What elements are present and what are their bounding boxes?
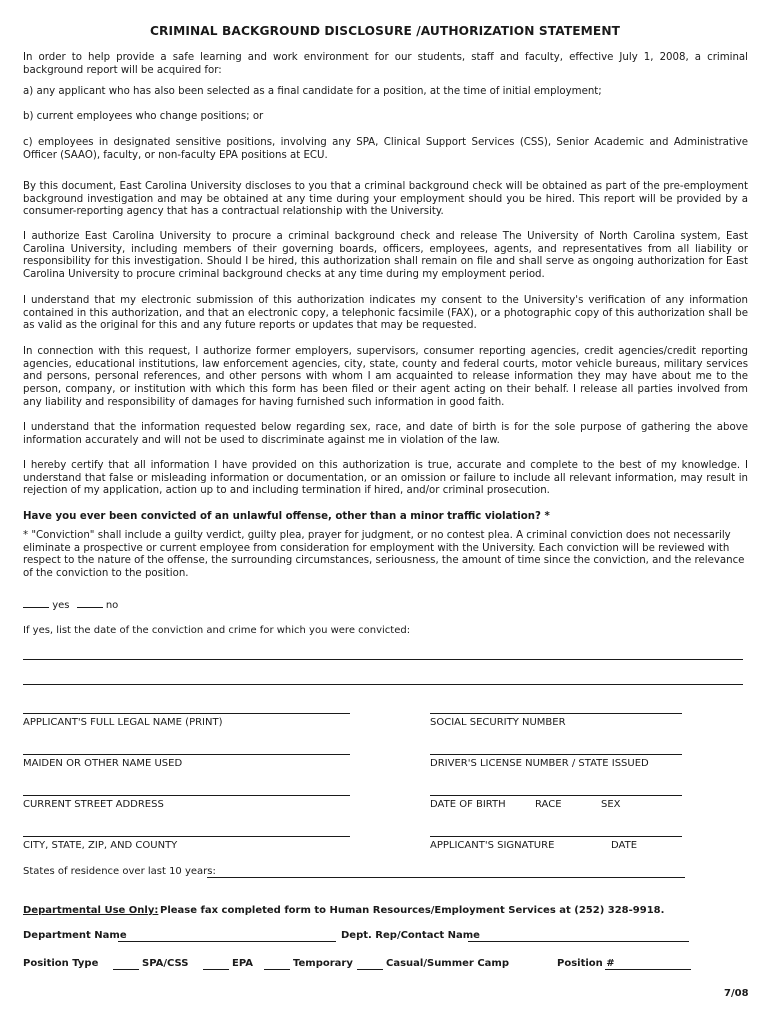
dob-race-sex-line[interactable] <box>430 795 682 796</box>
conviction-line-1[interactable] <box>23 659 743 660</box>
temporary-label: Temporary <box>293 958 353 969</box>
dept-rep-line[interactable] <box>468 941 689 942</box>
spa-css-label: SPA/CSS <box>142 958 189 969</box>
authorization-paragraph: I authorize East Carolina University to procure a criminal background check and release The University of North Carolina system, East Carolina University, including members of their governing boards, officers, employees, agents, and representatives from all liability or responsibility for this investigation. Should I be hired, this authorization shall remain on file and shall serve as ongoing authorization for East Carolina University to procure criminal background checks at any time during my employment period. <box>23 231 748 281</box>
epa-label: EPA <box>232 958 253 969</box>
street-address-line[interactable] <box>23 795 350 796</box>
maiden-name-line[interactable] <box>23 754 350 755</box>
revision-date: 7/08 <box>724 988 749 999</box>
no-blank[interactable] <box>77 598 103 608</box>
temporary-blank[interactable] <box>264 969 290 970</box>
yes-blank[interactable] <box>23 598 49 608</box>
yes-no-row <box>23 598 118 611</box>
maiden-name-label: MAIDEN OR OTHER NAME USED <box>23 758 183 769</box>
full-name-label: APPLICANT'S FULL LEGAL NAME (PRINT) <box>23 717 223 728</box>
states-residence-line[interactable] <box>207 877 685 878</box>
position-number-label: Position # <box>557 958 615 969</box>
conviction-line-2[interactable] <box>23 684 743 685</box>
race-label: RACE <box>535 799 562 810</box>
signature-line[interactable] <box>430 836 682 837</box>
position-number-line[interactable] <box>605 969 691 970</box>
item-a: a) any applicant who has also been selected as a final candidate for a position, at the time of initial employment; <box>23 86 602 97</box>
ssn-label: SOCIAL SECURITY NUMBER <box>430 717 566 728</box>
department-name-line[interactable] <box>118 941 336 942</box>
position-type-label: Position Type <box>23 958 99 969</box>
item-b: b) current employees who change positions; or <box>23 111 264 122</box>
yes-label: yes <box>52 600 70 611</box>
date-label: DATE <box>611 840 638 851</box>
item-c: c) employees in designated sensitive positions, involving any SPA, Clinical Support Services (CSS), Senior Academic and Administrative Officer (SAAO), faculty, or non-faculty EPA positions at ECU. <box>23 137 748 161</box>
certification-paragraph: I hereby certify that all information I have provided on this authorization is true, accurate and complete to the best of my knowledge. I understand that false or misleading information or documentation, or an omission or failure to include all relevant information, may result in rejection of my application, action up to and including termination if hired, and/or criminal prosecution. <box>23 460 748 497</box>
street-address-label: CURRENT STREET ADDRESS <box>23 799 164 810</box>
dept-rep-label: Dept. Rep/Contact Name <box>341 930 480 941</box>
release-paragraph: In connection with this request, I authorize former employers, supervisors, consumer reporting agencies, credit agencies/credit reporting agencies, educational institutions, law enforcement agencies, city, state, county and federal courts, motor vehicle bureaus, military services and persons, personal references, and other persons with whom I am acquainted to release information they may have about me to the person, company, or institution with which this form has been filed or their agent acting on their behalf. I release all parties involved from any liability and responsibility of damages for having furnished such information in good faith. <box>23 346 748 408</box>
dob-label: DATE OF BIRTH <box>430 799 506 810</box>
full-name-line[interactable] <box>23 713 350 714</box>
drivers-license-line[interactable] <box>430 754 682 755</box>
disclosure-paragraph: By this document, East Carolina University discloses to you that a criminal background check will be obtained as part of the pre-employment background investigation and may be obtained at any time during your employment should you be hired. This report will be provided by a consumer-reporting agency that has a contractual relationship with the University. <box>23 181 748 218</box>
electronic-consent-paragraph: I understand that my electronic submission of this authorization indicates my consent to the University's verification of any information contained in this authorization, and that an electronic copy, a telephonic facsimile (FAX), or a photographic copy of this authorization shall be as valid as the original for this and any future reports or updates that may be requested. <box>23 295 748 332</box>
casual-summer-camp-label: Casual/Summer Camp <box>386 958 510 969</box>
casual-blank[interactable] <box>357 969 383 970</box>
conviction-question: Have you ever been convicted of an unlawful offense, other than a minor traffic violation? * <box>23 511 550 522</box>
form-title: CRIMINAL BACKGROUND DISCLOSURE /AUTHORIZATION STATEMENT <box>149 24 621 38</box>
city-state-line[interactable] <box>23 836 350 837</box>
spa-css-blank[interactable] <box>113 969 139 970</box>
city-state-label: CITY, STATE, ZIP, AND COUNTY <box>23 840 178 851</box>
departmental-use-label: Departmental Use Only: <box>23 905 159 916</box>
sex-label: SEX <box>601 799 621 810</box>
signature-label: APPLICANT'S SIGNATURE <box>430 840 555 851</box>
if-yes-prompt: If yes, list the date of the conviction and crime for which you were convicted: <box>23 625 411 636</box>
department-name-label: Department Name <box>23 930 127 941</box>
ssn-line[interactable] <box>430 713 682 714</box>
states-residence-label: States of residence over last 10 years: <box>23 866 216 877</box>
no-label: no <box>105 600 119 611</box>
drivers-license-label: DRIVER'S LICENSE NUMBER / STATE ISSUED <box>430 758 649 769</box>
conviction-definition: * "Conviction" shall include a guilty verdict, guilty plea, prayer for judgment, or no contest plea. A criminal conviction does not necessarily eliminate a prospective or current employee from consideration for employment with the University. Each conviction will be reviewed with respect to the nature of the offense, the surrounding circumstances, seriousness, the amount of time since the conviction, and the relevance of the conviction to the position. <box>23 530 745 580</box>
fax-instruction: Please fax completed form to Human Resources/Employment Services at (252) 328-9918. <box>160 905 665 916</box>
sex-race-paragraph: I understand that the information requested below regarding sex, race, and date of birth is for the sole purpose of gathering the above information accurately and will not be used to discriminate against me in violation of the law. <box>23 422 748 446</box>
intro-paragraph: In order to help provide a safe learning and work environment for our students, staff and faculty, effective July 1, 2008, a criminal background report will be acquired for: <box>23 52 748 76</box>
epa-blank[interactable] <box>203 969 229 970</box>
